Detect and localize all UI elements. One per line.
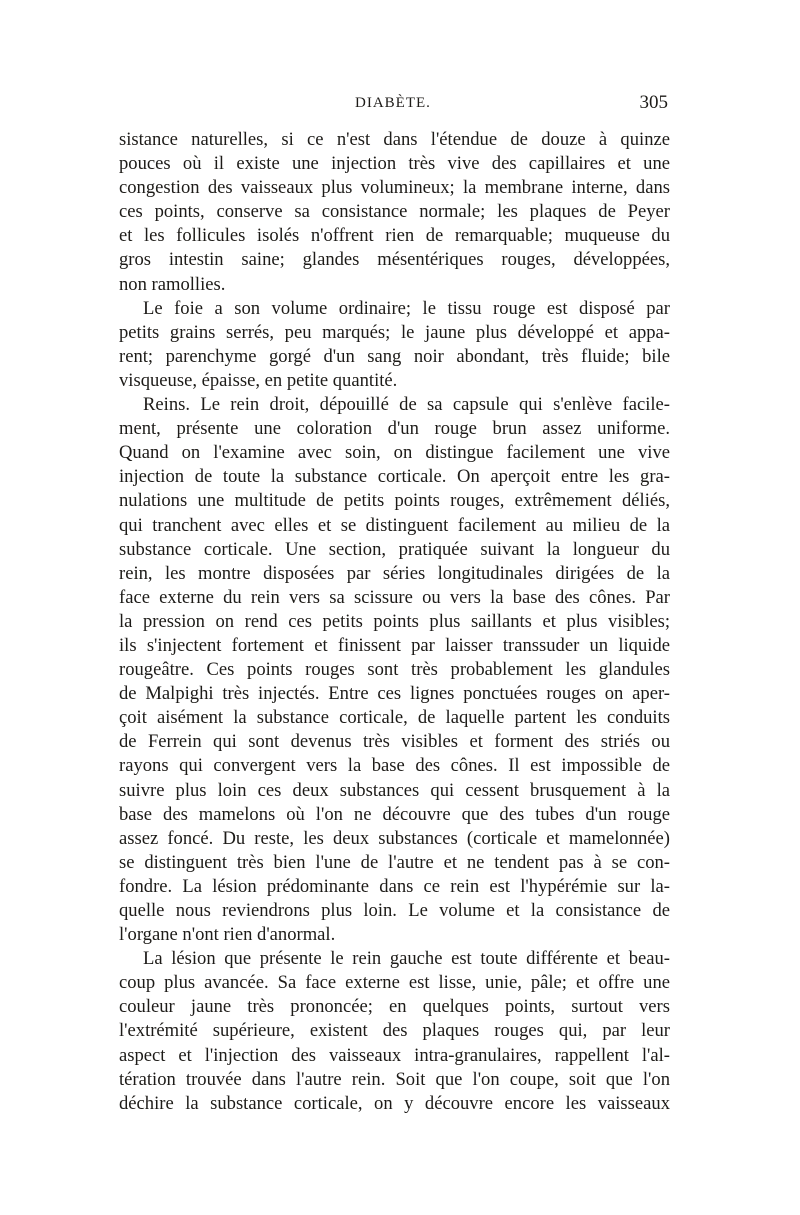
text-line: l'extrémité supérieure, existent des plaques rouges qui, par leur xyxy=(119,1020,670,1042)
text-line: coup plus avancée. Sa face externe est lisse, unie, pâle; et offre une xyxy=(119,972,670,994)
text-line: rein, les montre disposées par séries longitudinales dirigées de la xyxy=(119,562,670,584)
text-line: petits grains serrés, peu marqués; le jaune plus développé et appa- xyxy=(119,321,670,343)
text-line: congestion des vaisseaux plus volumineux; la membrane interne, dans xyxy=(119,177,670,199)
text-line: qui tranchent avec elles et se distinguent facilement au milieu de la xyxy=(119,514,670,536)
text-line: ils s'injectent fortement et finissent par laisser transsuder un liquide xyxy=(119,634,670,656)
text-line: çoit aisément la substance corticale, de laquelle partent les conduits xyxy=(119,707,670,729)
text-line: Le foie a son volume ordinaire; le tissu rouge est disposé par xyxy=(143,297,670,319)
text-line: déchire la substance corticale, on y découvre encore les vaisseaux xyxy=(119,1092,670,1114)
text-line: non ramollies. xyxy=(119,273,226,295)
text-line: et les follicules isolés n'offrent rien de remarquable; muqueuse du xyxy=(119,225,670,247)
body-text xyxy=(119,128,670,1116)
text-line: nulations une multitude de petits points rouges, extrêmement déliés, xyxy=(119,490,670,512)
text-line: l'organe n'ont rien d'anormal. xyxy=(119,924,336,946)
text-line: pouces où il existe une injection très vive des capillaires et une xyxy=(119,153,670,175)
text-line: rayons qui convergent vers la base des cônes. Il est impossible de xyxy=(119,755,670,777)
text-line: Reins. Le rein droit, dépouillé de sa capsule qui s'enlève facile- xyxy=(143,394,670,416)
text-line: quelle nous reviendrons plus loin. Le volume et la consistance de xyxy=(119,900,670,921)
text-line: fondre. La lésion prédominante dans ce rein est l'hypérémie sur la- xyxy=(119,875,670,897)
text-line: ces points, conserve sa consistance normale; les plaques de Peyer xyxy=(119,201,670,223)
text-line: se distinguent très bien l'une de l'autre et ne tendent pas à se con- xyxy=(119,851,670,873)
text-line: substance corticale. Une section, pratiquée suivant la longueur du xyxy=(119,538,670,560)
text-line: face externe du rein vers sa scissure ou vers la base des cônes. Par xyxy=(119,586,670,608)
running-title: DIABÈTE. xyxy=(355,95,431,111)
text-line: de Ferrein qui sont devenus très visibles et forment des striés ou xyxy=(119,731,670,753)
text-line: assez foncé. Du reste, les deux substances (corticale et mamelonnée) xyxy=(119,827,670,849)
text-line: Quand on l'examine avec soin, on distingue facilement une vive xyxy=(119,442,670,464)
page-header xyxy=(120,92,668,119)
text-line: aspect et l'injection des vaisseaux intra-granulaires, rappellent l'al- xyxy=(119,1044,670,1066)
text-line: gros intestin saine; glandes mésentériques rouges, développées, xyxy=(119,249,670,271)
text-line: La lésion que présente le rein gauche est toute différente et beau- xyxy=(143,948,670,970)
text-line: tération trouvée dans l'autre rein. Soit que l'on coupe, soit que l'on xyxy=(119,1068,670,1090)
text-line: couleur jaune très prononcée; en quelques points, surtout vers xyxy=(119,996,670,1018)
text-line: ment, présente une coloration d'un rouge brun assez uniforme. xyxy=(119,418,670,440)
text-line: la pression on rend ces petits points plus saillants et plus visibles; xyxy=(119,610,670,632)
text-line: visqueuse, épaisse, en petite quantité. xyxy=(119,369,398,391)
page-number: 305 xyxy=(639,92,668,113)
text-line: rent; parenchyme gorgé d'un sang noir abondant, très fluide; bile xyxy=(119,345,670,367)
text-line: suivre plus loin ces deux substances qui cessent brusquement à la xyxy=(119,779,670,801)
text-line: base des mamelons où l'on ne découvre que des tubes d'un rouge xyxy=(119,803,670,825)
text-line: injection de toute la substance corticale. On aperçoit entre les gra- xyxy=(119,466,670,488)
text-line: sistance naturelles, si ce n'est dans l'étendue de douze à quinze xyxy=(119,129,670,150)
text-line: rougeâtre. Ces points rouges sont très probablement les glandules xyxy=(119,659,670,681)
text-line: de Malpighi très injectés. Entre ces lignes ponctuées rouges on aper- xyxy=(119,683,670,705)
